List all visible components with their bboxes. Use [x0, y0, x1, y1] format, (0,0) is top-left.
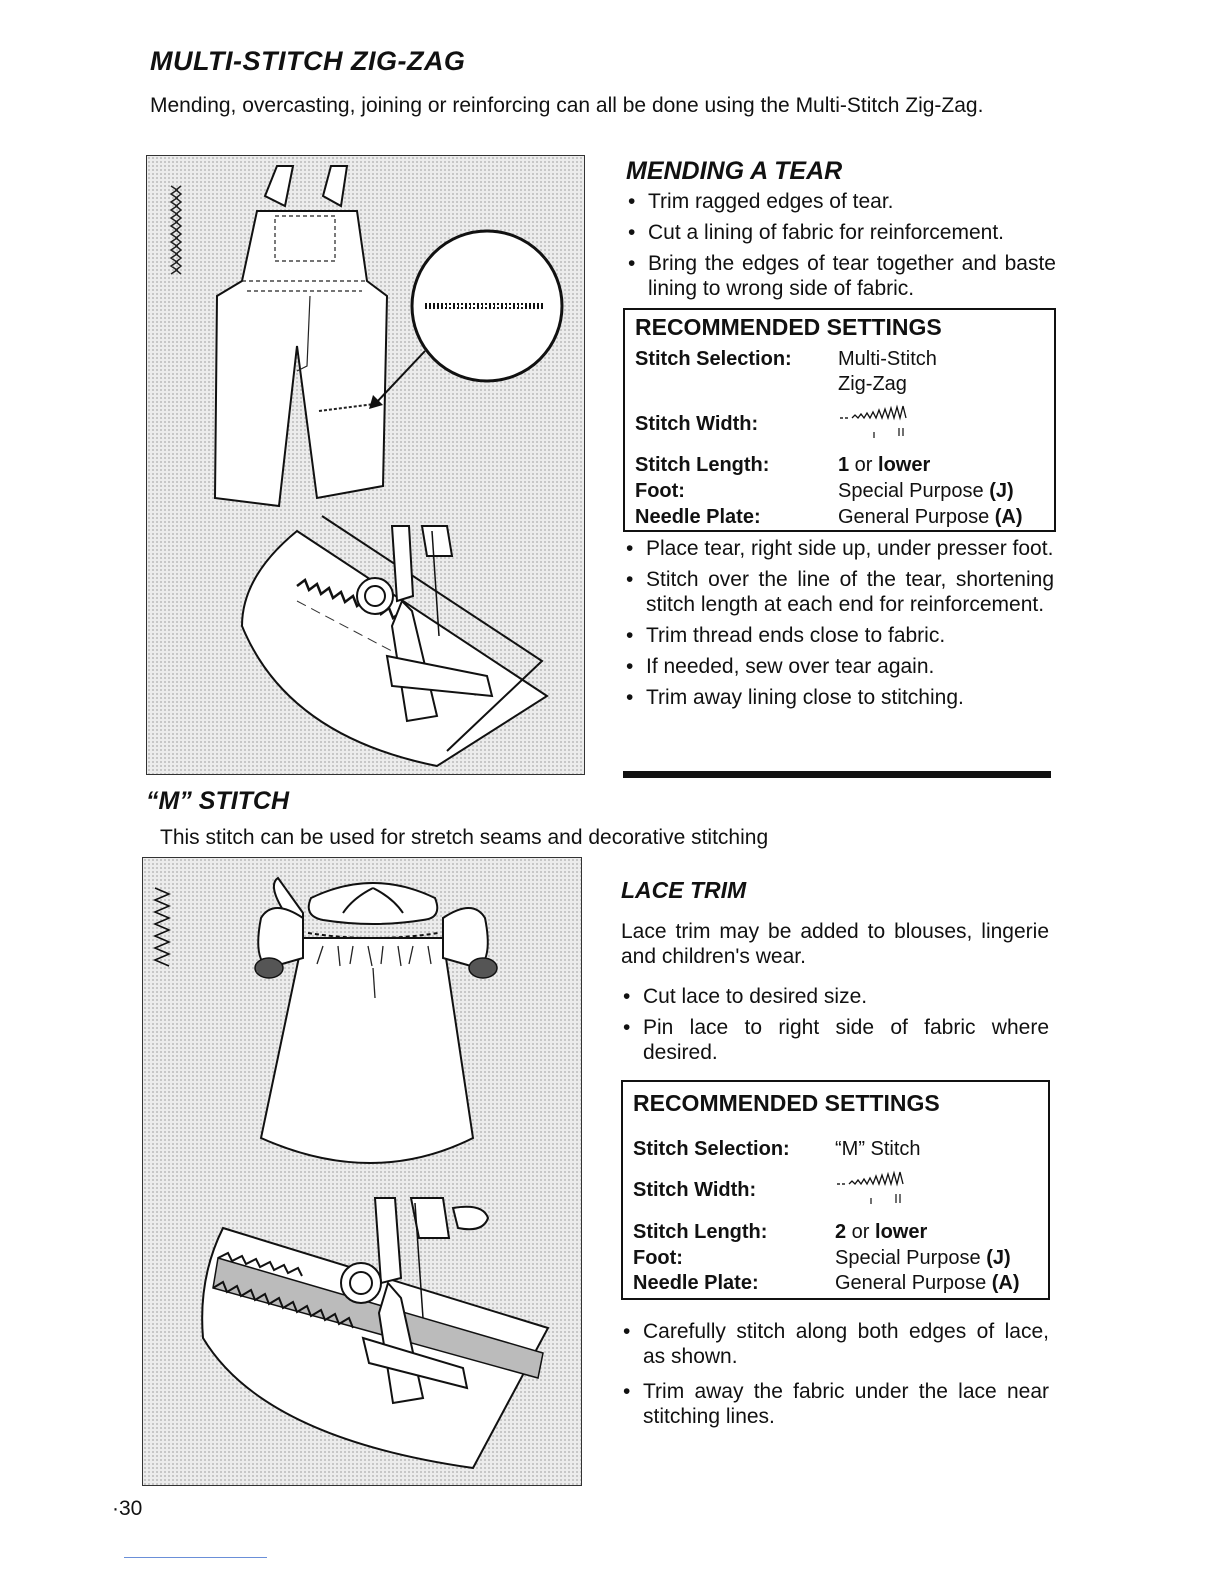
plate-code: (A) — [994, 506, 1023, 528]
m-stitch-intro: This stitch can be used for stretch seams and decorative stitching — [160, 826, 769, 849]
settings-title: RECOMMENDED SETTINGS — [635, 314, 942, 340]
mending-step: • Trim away lining close to stitching. — [624, 685, 1054, 710]
multi-zigzag-stitch-icon — [171, 186, 181, 274]
mending-steps-after — [624, 536, 1054, 716]
mending-settings-box — [623, 308, 1056, 532]
lace-steps-after — [621, 1319, 1049, 1435]
stitch-length-lower: lower — [878, 454, 931, 476]
lace-step: • Pin lace to right side of fabric where desired. — [621, 1015, 1049, 1065]
needle-plate-value — [838, 505, 1023, 529]
stitch-length-label: Stitch Length: — [633, 1221, 768, 1243]
stitch-selection-label: Stitch Selection: — [635, 348, 792, 370]
foot-label: Foot: — [635, 480, 685, 502]
stitch-length-lower: lower — [875, 1221, 928, 1243]
mending-step: • Stitch over the line of the tear, shortening stitch length at each end for reinforcement. — [624, 567, 1054, 617]
lace-intro: Lace trim may be added to blouses, lingerie and children's wear. — [621, 920, 1049, 968]
stitch-length-number: 2 — [835, 1221, 847, 1243]
overalls-shape — [215, 166, 387, 506]
mending-step: • Bring the edges of tear together and baste lining to wrong side of fabric. — [626, 251, 1056, 301]
page-title: MULTI-STITCH ZIG-ZAG — [150, 46, 466, 76]
lace-step: • Carefully stitch along both edges of lace, as shown. — [621, 1319, 1049, 1369]
mending-step: • Trim ragged edges of tear. — [626, 189, 1056, 214]
foot-value — [835, 1246, 1011, 1270]
m-stitch-icon — [155, 888, 169, 966]
stitch-width-dial-icon — [838, 402, 948, 446]
m-stitch-heading: “M” STITCH — [146, 787, 290, 815]
mending-step: • Trim thread ends close to fabric. — [624, 623, 1054, 648]
mending-step: • Place tear, right side up, under presser foot. — [624, 536, 1054, 561]
lace-settings-box — [621, 1080, 1050, 1300]
section-divider — [623, 771, 1051, 778]
lace-heading: LACE TRIM — [621, 877, 747, 903]
plate-name: General Purpose — [835, 1272, 992, 1294]
stitch-length-or: or — [849, 454, 879, 476]
stitch-length-number: 1 — [838, 454, 850, 476]
page-number: ·30 — [112, 1497, 143, 1520]
foot-name: Special Purpose — [835, 1247, 987, 1269]
dress-illustration — [142, 857, 582, 1486]
dress-shape — [258, 878, 488, 1163]
foot-code: (J) — [986, 1247, 1011, 1269]
needle-plate-value — [835, 1271, 1020, 1295]
stitch-length-value — [838, 453, 930, 477]
overalls-drawing — [147, 156, 584, 774]
stitch-selection-value-2: Zig-Zag — [838, 373, 907, 395]
foot-name: Special Purpose — [838, 480, 990, 502]
mending-heading: MENDING A TEAR — [626, 157, 843, 185]
stitch-length-or: or — [846, 1221, 876, 1243]
stitch-width-label: Stitch Width: — [633, 1179, 757, 1201]
footer-line — [124, 1557, 267, 1558]
overalls-illustration — [146, 155, 585, 775]
plate-code: (A) — [991, 1272, 1020, 1294]
lace-step: • Cut lace to desired size. — [621, 984, 1049, 1009]
stitch-length-value — [835, 1220, 927, 1244]
mending-steps-before — [626, 189, 1056, 307]
needle-plate-label: Needle Plate: — [633, 1272, 759, 1294]
stitch-selection-label: Stitch Selection: — [633, 1138, 790, 1160]
page-intro: Mending, overcasting, joining or reinforcing can all be done using the Multi-Stitch Zig-Zag. — [150, 94, 984, 117]
foot-label: Foot: — [633, 1247, 683, 1269]
foot-value — [838, 479, 1014, 503]
stitch-width-label: Stitch Width: — [635, 413, 759, 435]
dress-drawing — [143, 858, 581, 1485]
plate-name: General Purpose — [838, 506, 995, 528]
lace-steps-before — [621, 984, 1049, 1071]
mending-step: • If needed, sew over tear again. — [624, 654, 1054, 679]
mending-step: • Cut a lining of fabric for reinforcement. — [626, 220, 1056, 245]
needle-plate-label: Needle Plate: — [635, 506, 761, 528]
foot-code: (J) — [989, 480, 1014, 502]
stitch-length-label: Stitch Length: — [635, 454, 770, 476]
stitch-selection-value: Multi-Stitch — [838, 348, 937, 370]
lace-step: • Trim away the fabric under the lace near stitching lines. — [621, 1379, 1049, 1429]
stitch-selection-value: “M” Stitch — [835, 1138, 921, 1160]
stitch-width-dial-icon — [835, 1166, 945, 1210]
settings-title: RECOMMENDED SETTINGS — [633, 1090, 940, 1116]
